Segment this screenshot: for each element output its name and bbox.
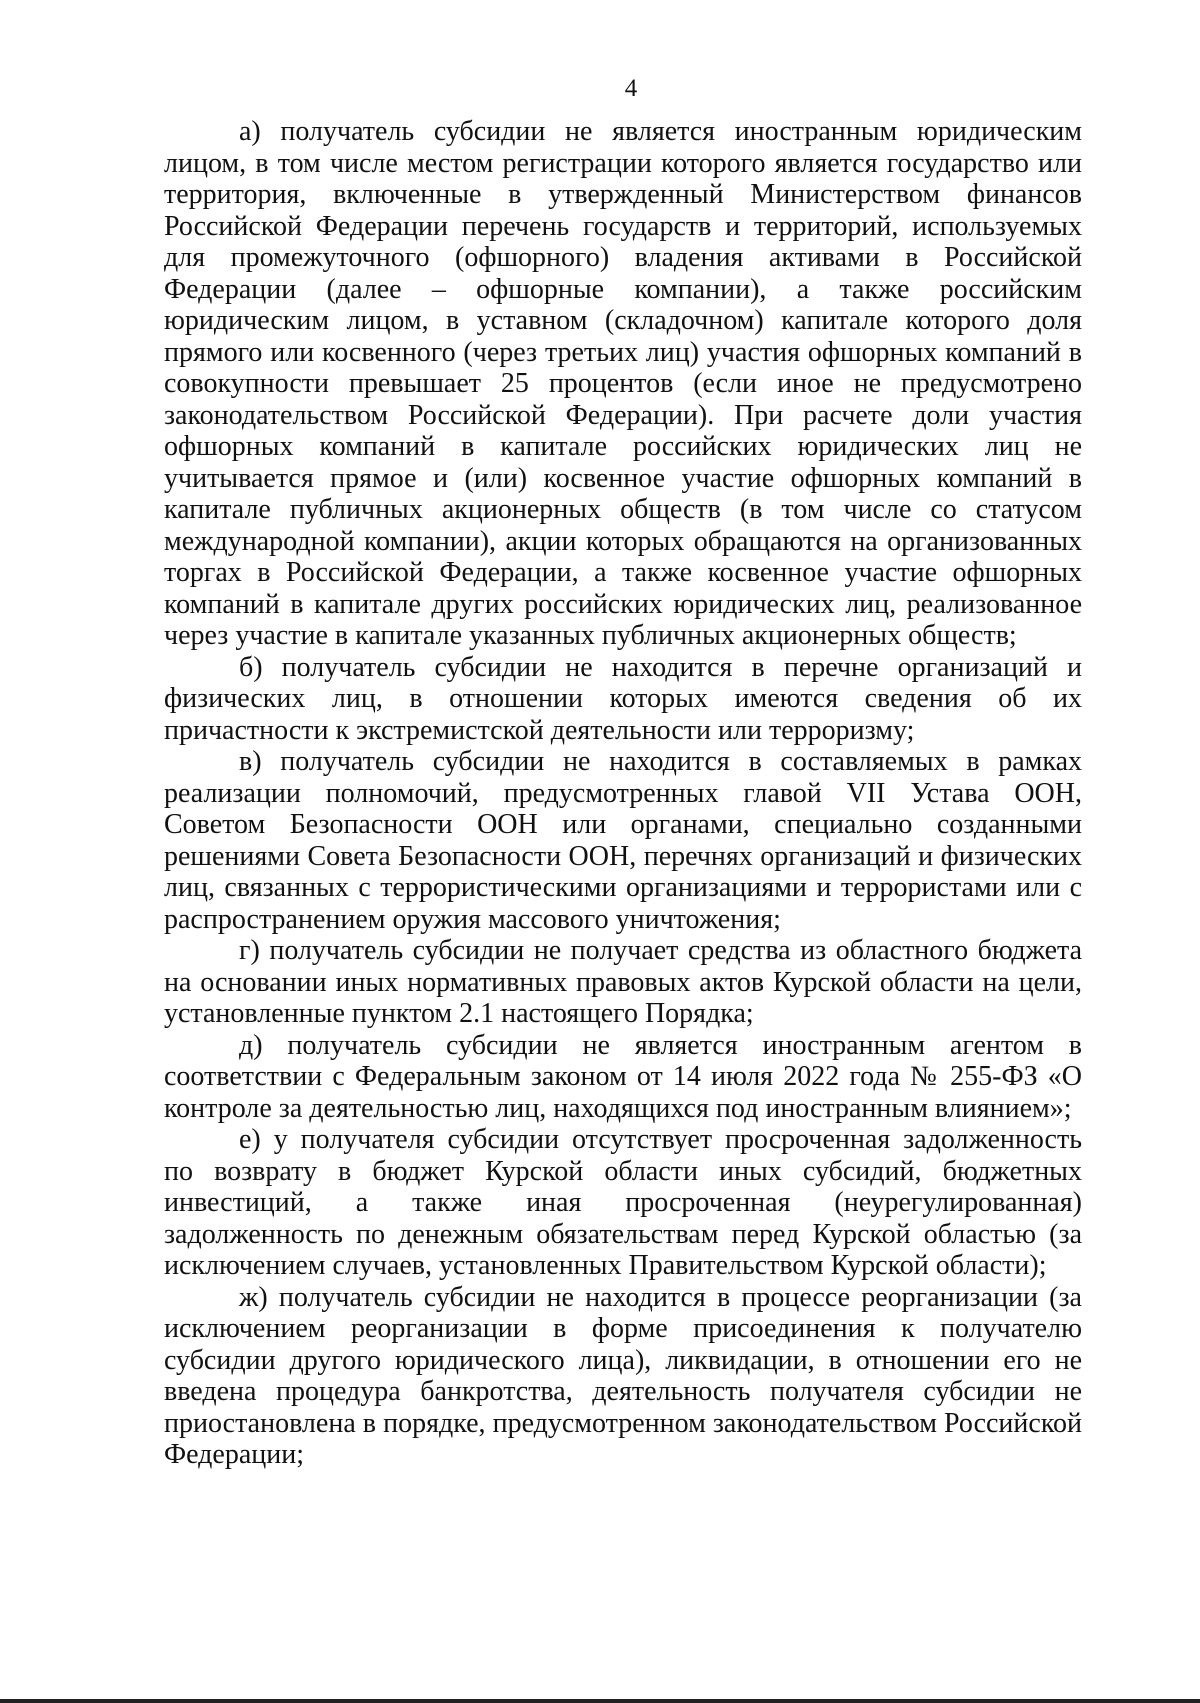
paragraph-b: б) получатель субсидии не находится в перечне организаций и физических лиц, в отношении которых имеются сведения об их причастности к экстремистской деятельности или терроризму; — [164, 651, 1082, 746]
document-body — [164, 116, 1082, 1471]
paragraph-e: е) у получателя субсидии отсутствует просроченная задолженность по возврату в бюджет Курской области иных субсидий, бюджетных инвестиций, а также иная просроченная (неурегулированная) задолженность по денежным обязательствам перед Курской областью (за исключением случаев, установленных Правительством Курской области); — [164, 1124, 1082, 1281]
page-number: 4 — [624, 75, 638, 102]
paragraph-a: а) получатель субсидии не является иностранным юридическим лицом, в том числе местом регистрации которого является государство или территория, включенные в утвержденный Министерством финансов Российской Федерации перечень государств и территорий, используемых для промежуточного (офшорного) владения активами в Российской Федерации (далее – офшорные компании), а также российским юридическим лицом, в уставном (складочном) капитале которого доля прямого или косвенного (через третьих лиц) участия офшорных компаний в совокупности превышает 25 процентов (если иное не предусмотрено законодательством Российской Федерации). При расчете доли участия офшорных компаний в капитале российских юридических лиц не учитывается прямое и (или) косвенное участие офшорных компаний в капитале публичных акционерных обществ (в том числе со статусом международной компании), акции которых обращаются на организованных торгах в Российской Федерации, а также косвенное участие офшорных компаний в капитале других российских юридических лиц, реализованное через участие в капитале указанных публичных акционерных обществ; — [164, 116, 1082, 651]
paragraph-g: г) получатель субсидии не получает средства из областного бюджета на основании иных нормативных правовых актов Курской области на цели, установленные пунктом 2.1 настоящего Порядка; — [164, 935, 1082, 1029]
scan-edge-line — [0, 1699, 1200, 1703]
paragraph-d: д) получатель субсидии не является иностранным агентом в соответствии с Федеральным законом от 14 июля 2022 года № 255-ФЗ «О контроле за деятельностью лиц, находящихся под иностранным влиянием»; — [164, 1029, 1082, 1124]
paragraph-zh: ж) получатель субсидии не находится в процессе реорганизации (за исключением реорганизации в форме присоединения к получателю субсидии другого юридического лица), ликвидации, в отношении его не введена процедура банкротства, деятельность получателя субсидии не приостановлена в порядке, предусмотренном законодательством Российской Федерации; — [164, 1281, 1082, 1470]
paragraph-v: в) получатель субсидии не находится в составляемых в рамках реализации полномочий, предусмотренных главой VII Устава ООН, Советом Безопасности ООН или органами, специально созданными решениями Совета Безопасности ООН, перечнях организаций и физических лиц, связанных с террористическими организациями и террористами или с распространением оружия массового уничтожения; — [164, 746, 1082, 935]
